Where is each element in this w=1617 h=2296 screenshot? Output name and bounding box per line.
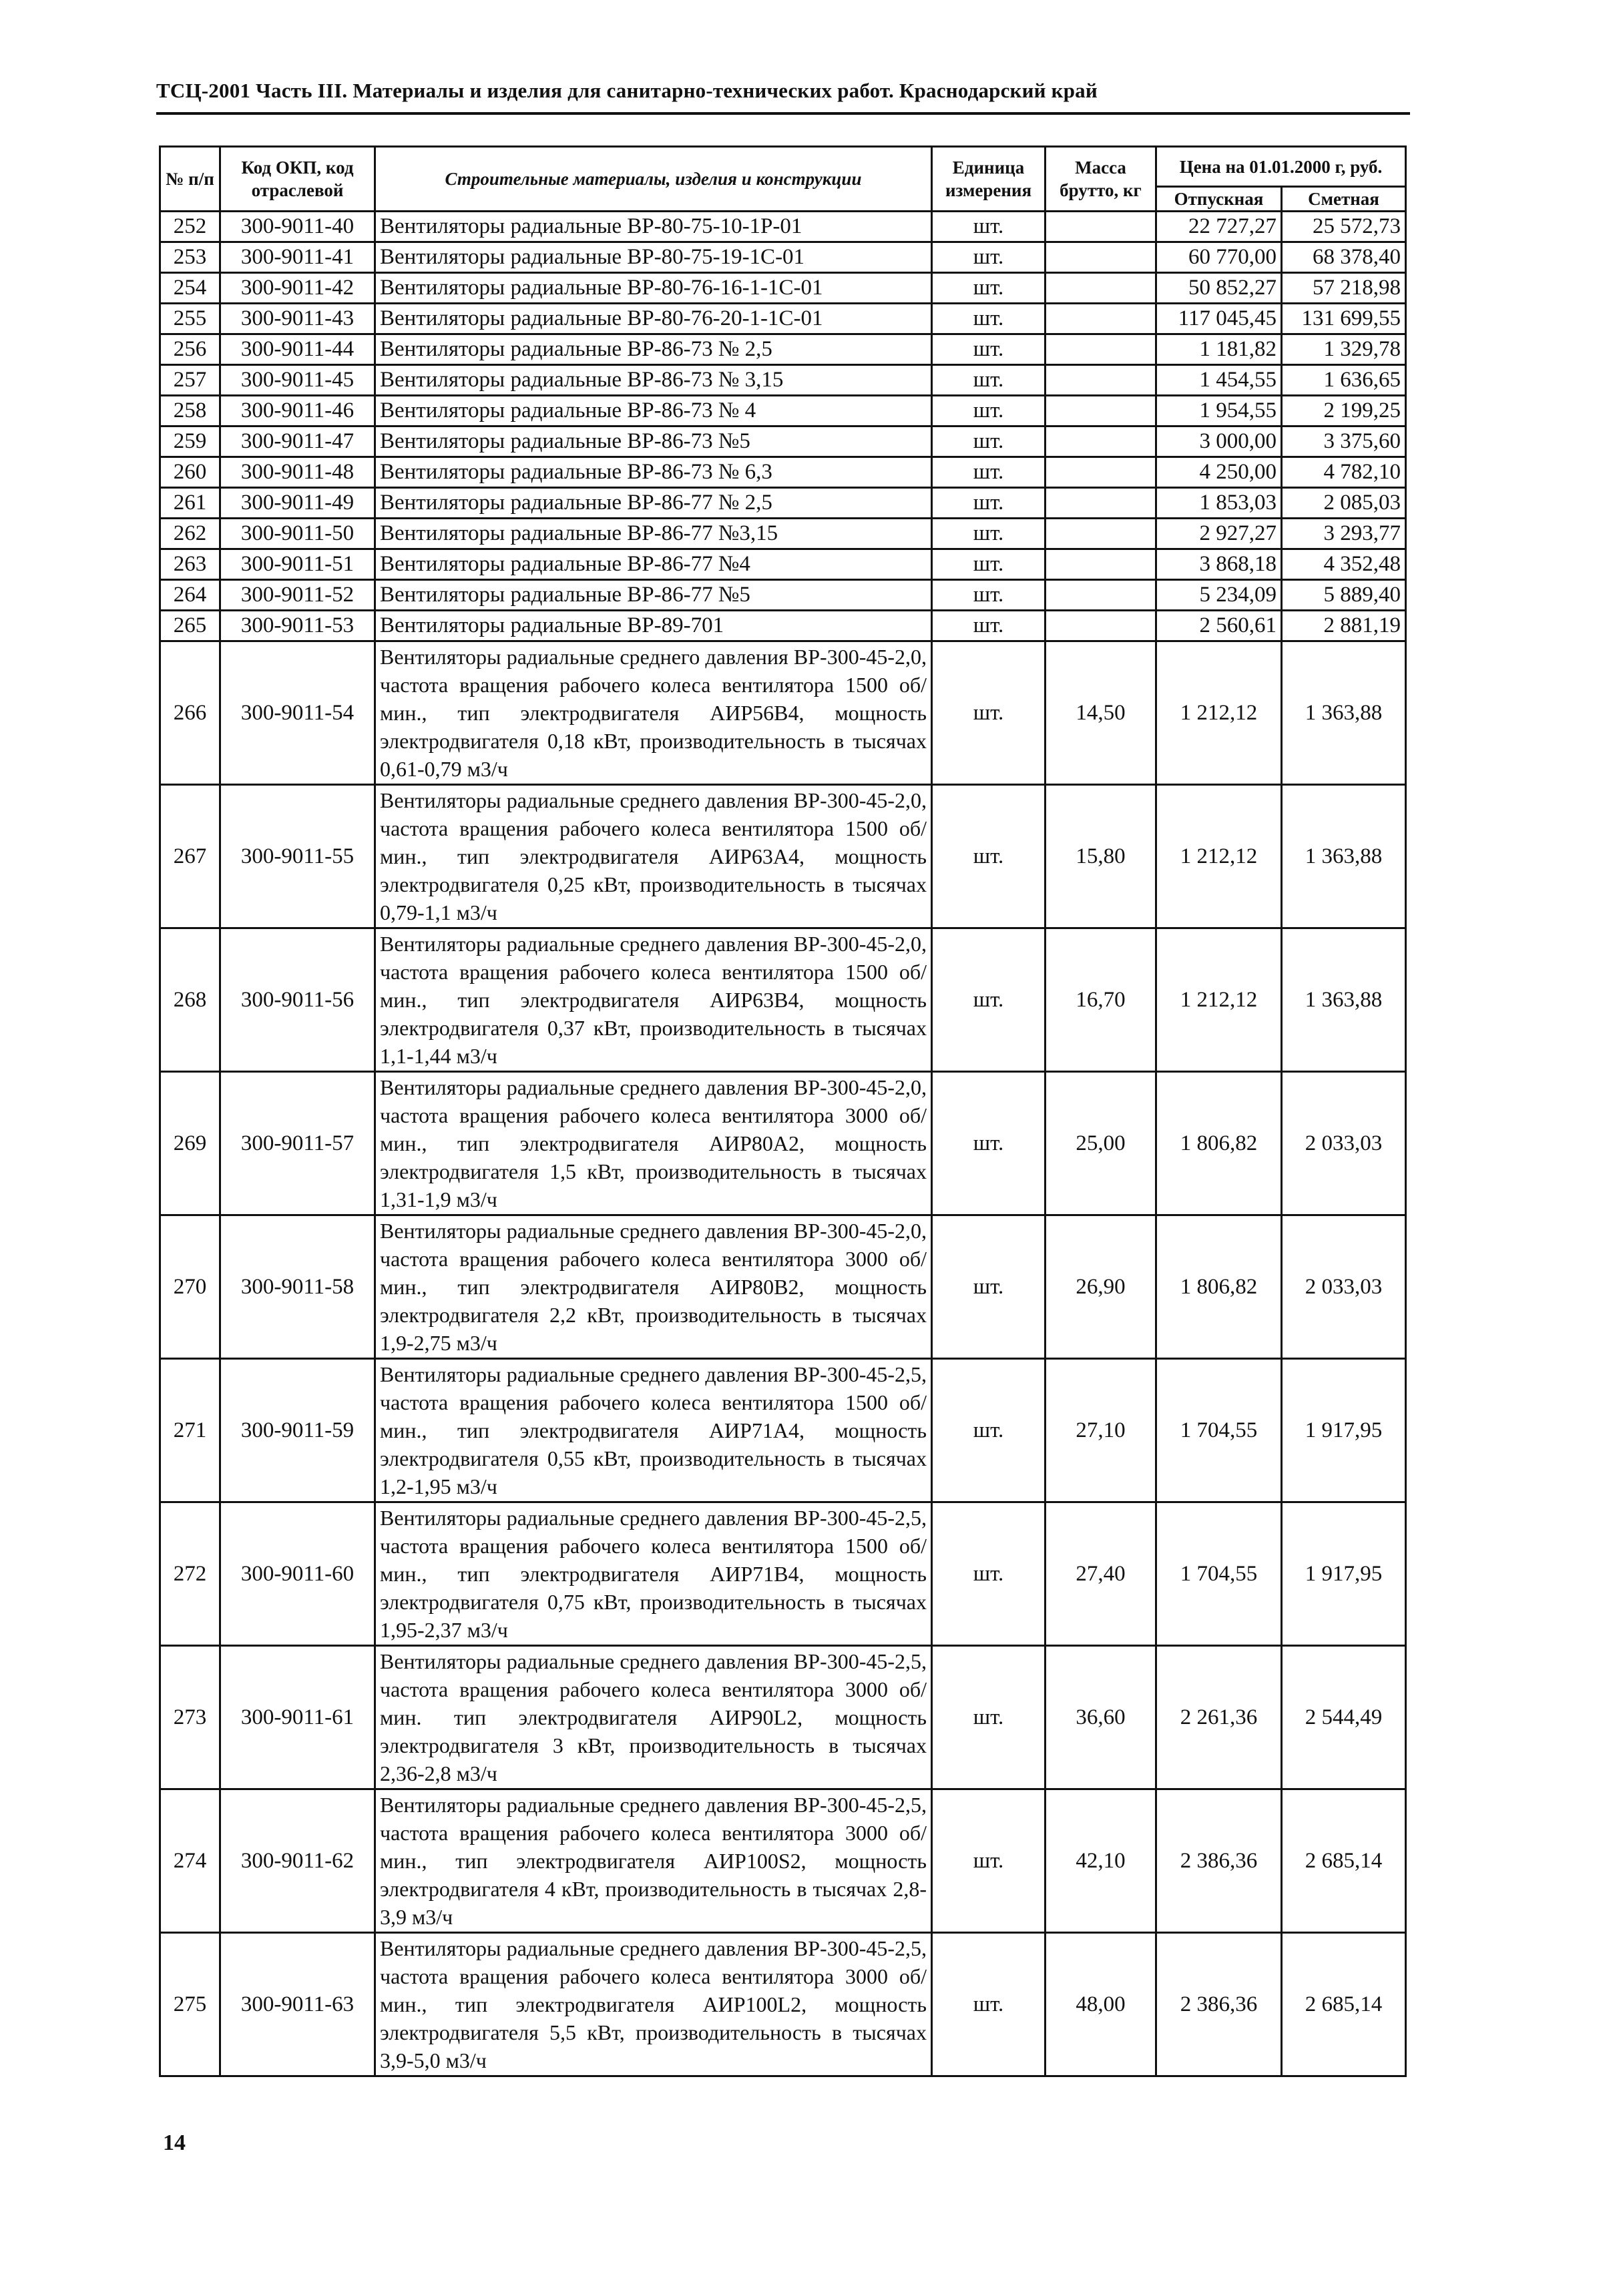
row-price-release-cell: 2 560,61 xyxy=(1156,611,1282,641)
row-unit-cell: шт. xyxy=(932,334,1046,365)
row-num-cell: 257 xyxy=(160,365,220,396)
row-code-cell: 300-9011-41 xyxy=(220,242,375,273)
row-unit-cell: шт. xyxy=(932,457,1046,488)
header-name: Строительные материалы, изделия и конструкции xyxy=(375,147,932,212)
row-code-cell: 300-9011-44 xyxy=(220,334,375,365)
row-name-cell: Вентиляторы радиальные среднего давления ВР-300-45-2,5, частота вращения рабочего колеса вентилятора 1500 об/мин., тип электродвигателя АИР71В4, мощность электродвигателя 0,75 кВт, производительность в тысячах 1,95-2,37 м3/ч xyxy=(375,1502,932,1646)
row-name-cell: Вентиляторы радиальные среднего давления ВР-300-45-2,0, частота вращения рабочего колеса вентилятора 1500 об/мин., тип электродвигателя АИР63А4, мощность электродвигателя 0,25 кВт, производительность в тысячах 0,79-1,1 м3/ч xyxy=(375,785,932,928)
table-row xyxy=(160,488,1406,519)
row-name-cell: Вентиляторы радиальные среднего давления ВР-300-45-2,5, частота вращения рабочего колеса вентилятора 1500 об/мин., тип электродвигателя АИР71А4, мощность электродвигателя 0,55 кВт, производительность в тысячах 1,2-1,95 м3/ч xyxy=(375,1359,932,1502)
row-num-cell: 263 xyxy=(160,549,220,580)
row-price-estimate-cell: 1 363,88 xyxy=(1282,785,1406,928)
row-mass-cell: 16,70 xyxy=(1046,928,1156,1072)
row-price-release-cell: 1 212,12 xyxy=(1156,641,1282,785)
row-num-cell: 261 xyxy=(160,488,220,519)
row-name-cell: Вентиляторы радиальные среднего давления ВР-300-45-2,5, частота вращения рабочего колеса вентилятора 3000 об/мин., тип электродвигателя АИР100S2, мощность электродвигателя 4 кВт, производительность в тысячах 2,8-3,9 м3/ч xyxy=(375,1789,932,1933)
table-row xyxy=(160,580,1406,611)
row-price-release-cell: 1 806,82 xyxy=(1156,1072,1282,1215)
row-num-cell: 269 xyxy=(160,1072,220,1215)
row-name-cell: Вентиляторы радиальные ВР-86-73 № 6,3 xyxy=(375,457,932,488)
row-num-cell: 264 xyxy=(160,580,220,611)
row-code-cell: 300-9011-61 xyxy=(220,1646,375,1789)
row-unit-cell: шт. xyxy=(932,641,1046,785)
row-num-cell: 265 xyxy=(160,611,220,641)
row-price-estimate-cell: 2 033,03 xyxy=(1282,1072,1406,1215)
table-row xyxy=(160,396,1406,426)
row-name-cell: Вентиляторы радиальные ВР-80-75-10-1Р-01 xyxy=(375,212,932,242)
row-num-cell: 271 xyxy=(160,1359,220,1502)
row-code-cell: 300-9011-51 xyxy=(220,549,375,580)
row-unit-cell: шт. xyxy=(932,304,1046,334)
row-price-estimate-cell: 2 033,03 xyxy=(1282,1215,1406,1359)
table-header xyxy=(160,147,1406,212)
table-row xyxy=(160,641,1406,785)
row-code-cell: 300-9011-60 xyxy=(220,1502,375,1646)
header-unit: Единица измерения xyxy=(932,147,1046,212)
row-price-estimate-cell: 57 218,98 xyxy=(1282,273,1406,304)
row-num-cell: 275 xyxy=(160,1933,220,2076)
row-price-release-cell: 4 250,00 xyxy=(1156,457,1282,488)
table-row xyxy=(160,519,1406,549)
row-price-release-cell: 2 386,36 xyxy=(1156,1933,1282,2076)
row-unit-cell: шт. xyxy=(932,365,1046,396)
table-row xyxy=(160,304,1406,334)
row-price-estimate-cell: 1 363,88 xyxy=(1282,928,1406,1072)
row-unit-cell: шт. xyxy=(932,1072,1046,1215)
row-name-cell: Вентиляторы радиальные среднего давления ВР-300-45-2,0, частота вращения рабочего колеса вентилятора 3000 об/мин., тип электродвигателя АИР80В2, мощность электродвигателя 2,2 кВт, производительность в тысячах 1,9-2,75 м3/ч xyxy=(375,1215,932,1359)
header-price-estimate: Сметная xyxy=(1282,187,1406,212)
row-mass-cell: 27,10 xyxy=(1046,1359,1156,1502)
price-table xyxy=(159,146,1407,2077)
row-num-cell: 273 xyxy=(160,1646,220,1789)
row-name-cell: Вентиляторы радиальные ВР-80-76-16-1-1С-01 xyxy=(375,273,932,304)
page-number: 14 xyxy=(163,2130,186,2155)
row-mass-cell: 42,10 xyxy=(1046,1789,1156,1933)
row-code-cell: 300-9011-50 xyxy=(220,519,375,549)
row-unit-cell: шт. xyxy=(932,426,1046,457)
table-row xyxy=(160,1359,1406,1502)
row-price-estimate-cell: 5 889,40 xyxy=(1282,580,1406,611)
table-row xyxy=(160,928,1406,1072)
row-price-release-cell: 1 454,55 xyxy=(1156,365,1282,396)
table-row xyxy=(160,426,1406,457)
row-num-cell: 268 xyxy=(160,928,220,1072)
row-price-release-cell: 1 181,82 xyxy=(1156,334,1282,365)
row-num-cell: 267 xyxy=(160,785,220,928)
table-row xyxy=(160,1215,1406,1359)
row-name-cell: Вентиляторы радиальные ВР-86-73 № 2,5 xyxy=(375,334,932,365)
row-code-cell: 300-9011-54 xyxy=(220,641,375,785)
row-unit-cell: шт. xyxy=(932,519,1046,549)
row-mass-cell xyxy=(1046,519,1156,549)
row-name-cell: Вентиляторы радиальные ВР-86-77 №3,15 xyxy=(375,519,932,549)
row-name-cell: Вентиляторы радиальные ВР-86-77 №5 xyxy=(375,580,932,611)
row-price-release-cell: 1 954,55 xyxy=(1156,396,1282,426)
row-code-cell: 300-9011-40 xyxy=(220,212,375,242)
header-price-release: Отпускная xyxy=(1156,187,1282,212)
row-price-estimate-cell: 2 199,25 xyxy=(1282,396,1406,426)
table-row xyxy=(160,1072,1406,1215)
row-mass-cell xyxy=(1046,611,1156,641)
row-code-cell: 300-9011-58 xyxy=(220,1215,375,1359)
row-mass-cell: 36,60 xyxy=(1046,1646,1156,1789)
row-num-cell: 262 xyxy=(160,519,220,549)
row-mass-cell xyxy=(1046,426,1156,457)
row-price-estimate-cell: 2 085,03 xyxy=(1282,488,1406,519)
row-code-cell: 300-9011-55 xyxy=(220,785,375,928)
row-unit-cell: шт. xyxy=(932,785,1046,928)
row-mass-cell xyxy=(1046,580,1156,611)
row-name-cell: Вентиляторы радиальные ВР-86-73 № 3,15 xyxy=(375,365,932,396)
row-price-estimate-cell: 3 293,77 xyxy=(1282,519,1406,549)
row-num-cell: 272 xyxy=(160,1502,220,1646)
row-price-estimate-cell: 2 685,14 xyxy=(1282,1933,1406,2076)
row-unit-cell: шт. xyxy=(932,1215,1046,1359)
row-name-cell: Вентиляторы радиальные ВР-86-77 №4 xyxy=(375,549,932,580)
row-code-cell: 300-9011-48 xyxy=(220,457,375,488)
row-code-cell: 300-9011-43 xyxy=(220,304,375,334)
row-name-cell: Вентиляторы радиальные ВР-80-76-20-1-1С-01 xyxy=(375,304,932,334)
row-price-release-cell: 60 770,00 xyxy=(1156,242,1282,273)
row-unit-cell: шт. xyxy=(932,488,1046,519)
row-name-cell: Вентиляторы радиальные среднего давления ВР-300-45-2,5, частота вращения рабочего колеса вентилятора 3000 об/мин., тип электродвигателя АИР100L2, мощность электродвигателя 5,5 кВт, производительность в тысячах 3,9-5,0 м3/ч xyxy=(375,1933,932,2076)
row-price-estimate-cell: 131 699,55 xyxy=(1282,304,1406,334)
row-code-cell: 300-9011-42 xyxy=(220,273,375,304)
row-mass-cell xyxy=(1046,488,1156,519)
row-mass-cell xyxy=(1046,396,1156,426)
row-num-cell: 256 xyxy=(160,334,220,365)
row-unit-cell: шт. xyxy=(932,1933,1046,2076)
row-unit-cell: шт. xyxy=(932,1502,1046,1646)
row-num-cell: 255 xyxy=(160,304,220,334)
row-price-estimate-cell: 1 363,88 xyxy=(1282,641,1406,785)
row-unit-cell: шт. xyxy=(932,580,1046,611)
row-price-release-cell: 1 212,12 xyxy=(1156,928,1282,1072)
row-name-cell: Вентиляторы радиальные среднего давления ВР-300-45-2,5, частота вращения рабочего колеса вентилятора 3000 об/мин. тип электродвигателя АИР90L2, мощность электродвигателя 3 кВт, производительность в тысячах 2,36-2,8 м3/ч xyxy=(375,1646,932,1789)
row-num-cell: 259 xyxy=(160,426,220,457)
table-row xyxy=(160,1502,1406,1646)
row-price-release-cell: 3 000,00 xyxy=(1156,426,1282,457)
row-num-cell: 258 xyxy=(160,396,220,426)
table-row xyxy=(160,457,1406,488)
row-num-cell: 270 xyxy=(160,1215,220,1359)
row-code-cell: 300-9011-46 xyxy=(220,396,375,426)
row-unit-cell: шт. xyxy=(932,242,1046,273)
row-name-cell: Вентиляторы радиальные среднего давления ВР-300-45-2,0, частота вращения рабочего колеса вентилятора 3000 об/мин., тип электродвигателя АИР80А2, мощность электродвигателя 1,5 кВт, производительность в тысячах 1,31-1,9 м3/ч xyxy=(375,1072,932,1215)
row-mass-cell xyxy=(1046,212,1156,242)
header-mass: Масса брутто, кг xyxy=(1046,147,1156,212)
table-row xyxy=(160,365,1406,396)
row-unit-cell: шт. xyxy=(932,273,1046,304)
row-price-release-cell: 1 212,12 xyxy=(1156,785,1282,928)
row-mass-cell: 27,40 xyxy=(1046,1502,1156,1646)
row-name-cell: Вентиляторы радиальные ВР-89-701 xyxy=(375,611,932,641)
row-price-release-cell: 1 704,55 xyxy=(1156,1359,1282,1502)
row-unit-cell: шт. xyxy=(932,611,1046,641)
table-row xyxy=(160,334,1406,365)
row-price-estimate-cell: 4 782,10 xyxy=(1282,457,1406,488)
row-code-cell: 300-9011-63 xyxy=(220,1933,375,2076)
row-name-cell: Вентиляторы радиальные среднего давления ВР-300-45-2,0, частота вращения рабочего колеса вентилятора 1500 об/мин., тип электродвигателя АИР63В4, мощность электродвигателя 0,37 кВт, производительность в тысячах 1,1-1,44 м3/ч xyxy=(375,928,932,1072)
row-code-cell: 300-9011-59 xyxy=(220,1359,375,1502)
row-code-cell: 300-9011-56 xyxy=(220,928,375,1072)
row-price-release-cell: 5 234,09 xyxy=(1156,580,1282,611)
row-code-cell: 300-9011-57 xyxy=(220,1072,375,1215)
row-mass-cell xyxy=(1046,457,1156,488)
row-price-estimate-cell: 25 572,73 xyxy=(1282,212,1406,242)
row-unit-cell: шт. xyxy=(932,1789,1046,1933)
table-row xyxy=(160,273,1406,304)
row-mass-cell xyxy=(1046,365,1156,396)
page-header-title: ТСЦ-2001 Часть III. Материалы и изделия для санитарно-технических работ. Краснодарский край xyxy=(156,79,1098,102)
row-price-estimate-cell: 2 881,19 xyxy=(1282,611,1406,641)
header-num: № п/п xyxy=(160,147,220,212)
row-price-release-cell: 22 727,27 xyxy=(1156,212,1282,242)
row-price-estimate-cell: 2 685,14 xyxy=(1282,1789,1406,1933)
row-price-release-cell: 50 852,27 xyxy=(1156,273,1282,304)
row-code-cell: 300-9011-47 xyxy=(220,426,375,457)
row-price-release-cell: 117 045,45 xyxy=(1156,304,1282,334)
row-price-release-cell: 2 261,36 xyxy=(1156,1646,1282,1789)
row-code-cell: 300-9011-53 xyxy=(220,611,375,641)
row-mass-cell xyxy=(1046,242,1156,273)
table-row xyxy=(160,1789,1406,1933)
row-num-cell: 253 xyxy=(160,242,220,273)
table-row xyxy=(160,785,1406,928)
row-num-cell: 274 xyxy=(160,1789,220,1933)
row-num-cell: 252 xyxy=(160,212,220,242)
table-row xyxy=(160,549,1406,580)
table-row xyxy=(160,611,1406,641)
row-unit-cell: шт. xyxy=(932,928,1046,1072)
header-price-group: Цена на 01.01.2000 г, руб. xyxy=(1156,147,1406,187)
row-code-cell: 300-9011-62 xyxy=(220,1789,375,1933)
row-mass-cell xyxy=(1046,304,1156,334)
row-mass-cell: 25,00 xyxy=(1046,1072,1156,1215)
row-name-cell: Вентиляторы радиальные ВР-86-77 № 2,5 xyxy=(375,488,932,519)
header-divider xyxy=(156,112,1410,115)
row-mass-cell: 26,90 xyxy=(1046,1215,1156,1359)
row-price-release-cell: 1 704,55 xyxy=(1156,1502,1282,1646)
row-mass-cell: 14,50 xyxy=(1046,641,1156,785)
row-price-release-cell: 1 806,82 xyxy=(1156,1215,1282,1359)
row-price-release-cell: 2 927,27 xyxy=(1156,519,1282,549)
row-unit-cell: шт. xyxy=(932,549,1046,580)
row-name-cell: Вентиляторы радиальные ВР-86-73 №5 xyxy=(375,426,932,457)
row-price-estimate-cell: 1 636,65 xyxy=(1282,365,1406,396)
row-mass-cell: 48,00 xyxy=(1046,1933,1156,2076)
row-name-cell: Вентиляторы радиальные среднего давления ВР-300-45-2,0, частота вращения рабочего колеса вентилятора 1500 об/мин., тип электродвигателя АИР56В4, мощность электродвигателя 0,18 кВт, производительность в тысячах 0,61-0,79 м3/ч xyxy=(375,641,932,785)
table-row xyxy=(160,212,1406,242)
row-price-release-cell: 2 386,36 xyxy=(1156,1789,1282,1933)
row-unit-cell: шт. xyxy=(932,1646,1046,1789)
row-mass-cell xyxy=(1046,549,1156,580)
row-num-cell: 260 xyxy=(160,457,220,488)
row-unit-cell: шт. xyxy=(932,1359,1046,1502)
table-row xyxy=(160,1933,1406,2076)
row-mass-cell: 15,80 xyxy=(1046,785,1156,928)
row-price-release-cell: 3 868,18 xyxy=(1156,549,1282,580)
row-mass-cell xyxy=(1046,334,1156,365)
row-price-release-cell: 1 853,03 xyxy=(1156,488,1282,519)
row-code-cell: 300-9011-49 xyxy=(220,488,375,519)
row-num-cell: 266 xyxy=(160,641,220,785)
row-code-cell: 300-9011-52 xyxy=(220,580,375,611)
table-row xyxy=(160,1646,1406,1789)
table-row xyxy=(160,242,1406,273)
row-unit-cell: шт. xyxy=(932,396,1046,426)
row-mass-cell xyxy=(1046,273,1156,304)
table-body xyxy=(160,212,1406,2076)
row-num-cell: 254 xyxy=(160,273,220,304)
row-price-estimate-cell: 1 917,95 xyxy=(1282,1359,1406,1502)
header-code: Код ОКП, код отраслевой xyxy=(220,147,375,212)
row-unit-cell: шт. xyxy=(932,212,1046,242)
row-code-cell: 300-9011-45 xyxy=(220,365,375,396)
row-price-estimate-cell: 2 544,49 xyxy=(1282,1646,1406,1789)
row-price-estimate-cell: 4 352,48 xyxy=(1282,549,1406,580)
row-price-estimate-cell: 1 329,78 xyxy=(1282,334,1406,365)
row-name-cell: Вентиляторы радиальные ВР-86-73 № 4 xyxy=(375,396,932,426)
row-price-estimate-cell: 3 375,60 xyxy=(1282,426,1406,457)
row-price-estimate-cell: 68 378,40 xyxy=(1282,242,1406,273)
row-name-cell: Вентиляторы радиальные ВР-80-75-19-1С-01 xyxy=(375,242,932,273)
row-price-estimate-cell: 1 917,95 xyxy=(1282,1502,1406,1646)
